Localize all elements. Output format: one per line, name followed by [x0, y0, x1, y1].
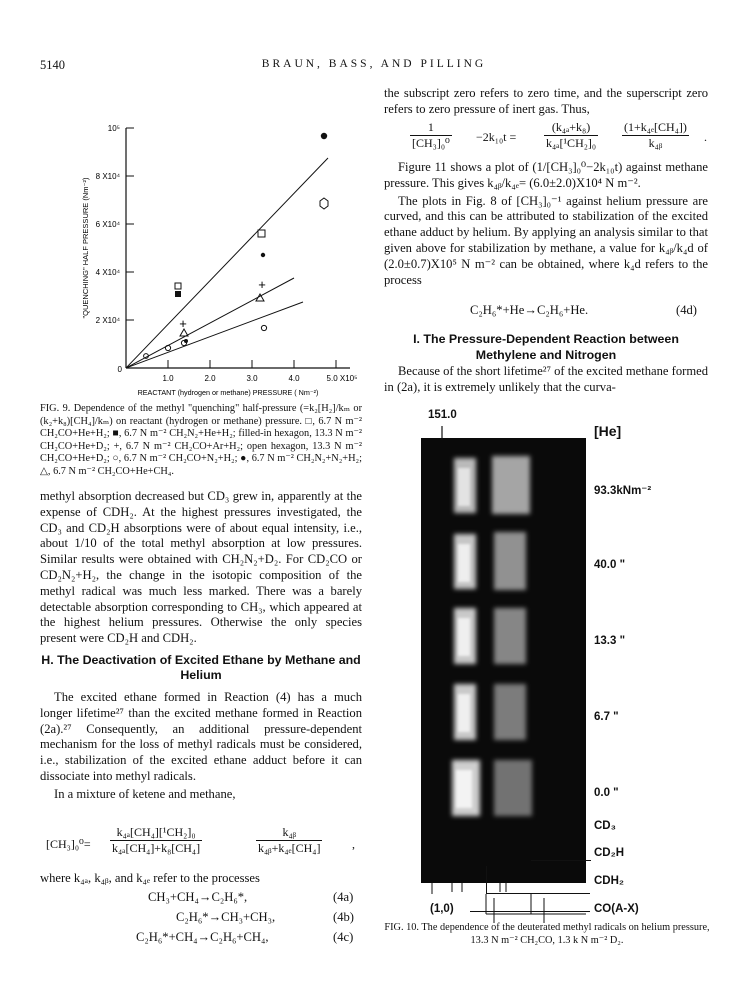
x-tick-label: 4.0	[288, 374, 300, 383]
paragraph: In a mixture of ketene and methane,	[54, 786, 236, 801]
open-square-point	[258, 230, 265, 237]
y-tick-label: 8 X10⁴	[95, 172, 120, 181]
reaction-number: (4d)	[676, 303, 697, 317]
y-tick-label: 2 X10⁴	[95, 316, 120, 325]
y-tick-label: 10⁵	[107, 124, 120, 133]
paragraph: the subscript zero refers to zero time, and the superscript zero refers to zero pressure of inert gas. Thus,	[384, 86, 708, 116]
open-circle-point	[165, 345, 170, 350]
pressure-label: 40.0 "	[594, 559, 626, 571]
open-hexagon-point	[320, 198, 328, 209]
filled-circle-point	[184, 339, 188, 343]
reaction-number: (4a)	[333, 890, 354, 904]
bracket-line	[470, 911, 590, 912]
open-square-point	[175, 283, 181, 289]
y-axis-label: "QUENCHING" HALF PRESSURE (Nm⁻²)	[81, 177, 90, 319]
bracket-line	[486, 893, 590, 894]
bracket-line	[531, 860, 591, 861]
filled-circle-point	[321, 133, 327, 139]
plus-point: +	[179, 316, 187, 331]
plus-point: +	[258, 277, 266, 292]
figure-9-plot	[38, 100, 360, 400]
species-label: CD₂H	[594, 847, 625, 859]
paragraph: Because of the short lifetime²⁷ of the excited methane formed in (2a), it is extremely unlikely that the curva-	[384, 364, 708, 394]
species-label: CO(A-X)	[594, 903, 639, 915]
x-tick-label: 1.0	[162, 374, 174, 383]
right-column-bottom	[384, 364, 708, 398]
figure-10	[396, 408, 726, 923]
reaction-4c: C₂H₆*+CH₄→C₂H₆+CH₄,	[136, 930, 269, 944]
section-heading: I. The Pressure-Dependent Reaction between Methylene and Nitrogen	[413, 332, 679, 362]
reaction-4a: CH₃+CH₄→C₂H₆*,	[148, 890, 248, 904]
reaction-number: (4b)	[333, 910, 354, 924]
left-column	[40, 489, 362, 805]
top-wavelength-label: 151.0	[428, 409, 457, 421]
x-tick-label: 5.0 X10⁵	[326, 374, 358, 383]
paragraph: Figure 11 shows a plot of (1/[CH₃]₀⁰−2k₁₀t) against methane pressure. This gives k₄ᵦ/k₄ₑ= (6.0±2.0)X10⁴ N m⁻².	[384, 160, 708, 190]
y-tick-label: 4 X10⁴	[95, 268, 120, 277]
bracket-line	[486, 866, 487, 894]
pressure-label: 0.0 "	[594, 787, 619, 799]
paragraph: where k₄ₐ, k₄ᵦ, and k₄ₑ refer to the processes	[40, 871, 260, 885]
filled-square-point	[175, 291, 181, 297]
paragraph: The excited ethane formed in Reaction (4) has a much longer lifetime²⁷ than the excited methane formed in Reaction (2a).²⁷ Consequently, an additional pressure-dependent mechanism for the loss of methyl radicals must be considered, i.e., stabilization of the excited ethane adduct before it can dissociate into methyl radicals.	[40, 689, 362, 783]
spectrogram	[396, 408, 726, 923]
figure-10-caption: FIG. 10. The dependence of the deuterated methyl radicals on helium pressure, 13.3 N m⁻² CH₂CO, 1.3 k N m⁻² D₂.	[384, 922, 710, 946]
equation-ch3: [CH₃]₀⁰= $\frac{\text{k₄ₐ[CH₄][¹CH₂]₀}}{\text{k₄ₐ[CH₄]+k₈[CH₄]}}$ $\frac{\text{k₄ᵦ}}{\text{k₄ᵦ+k₄ₑ[CH₄]}}$ ,	[46, 825, 355, 855]
figure-9	[38, 100, 360, 400]
reaction-number: (4c)	[333, 930, 354, 944]
helium-label: [He]	[594, 423, 622, 439]
filled-hexagon-point	[261, 253, 265, 257]
right-column-section	[384, 326, 708, 369]
x-tick-label: 3.0	[246, 374, 258, 383]
figure-9-caption: FIG. 9. Dependence of the methyl "quenching" half-pressure (=k₂[H₂]/kₘ or (k₂+k₈)[CH₄]/kₘ) on reactant (hydrogen or methane) pressure. □, 6.7 N m⁻² CH₂CO+He+H₂; ■, 6.7 N m⁻² CH₂N₂+He+H₂; filled-in hexagon, 13.3 N m⁻² CH₂CO+He+D₂; +, 6.7 N m⁻² CH₂CO+Ar+H₂; open hexagon, 13.3 N m⁻² CH₂CO+He+D₂; ○, 6.7 N m⁻² CH₂CO+N₂+H₂; ●, 6.7 N m⁻² CH₂N₂+N₂+H₂; △, 6.7 N m⁻² CH₂CO+He+CH₄.	[40, 403, 362, 477]
reaction-4b: C₂H₆*→CH₃+CH₃,	[176, 910, 276, 924]
pressure-label: 13.3 "	[594, 635, 626, 647]
page-number: 5140	[40, 58, 65, 72]
y-tick-label: 6 X10⁴	[95, 220, 120, 229]
open-circle-point	[261, 325, 266, 330]
pressure-label: 6.7 "	[594, 711, 619, 723]
band-label: (1,0)	[430, 903, 454, 915]
species-label: CD₃	[594, 820, 616, 832]
paragraph: The plots in Fig. 8 of [CH₃]₀⁻¹ against helium pressure are curved, and this can be attributed to stabilization of the excited ethane adduct by helium. By applying an analysis similar to that given above for stabilization by methane, a value for k₄ᵦ/k₄d of (2.0±0.7)X10⁵ N m⁻² can be obtained, where k₄d refers to the process	[384, 193, 708, 287]
right-column-top	[384, 86, 708, 120]
x-tick-label: 2.0	[204, 374, 216, 383]
species-label: CDH₂	[594, 875, 625, 887]
reaction-4d: C₂H₆*+He→C₂H₆+He.	[470, 303, 589, 317]
running-title: BRAUN, BASS, AND PILLING	[261, 58, 487, 70]
right-column-mid	[384, 160, 708, 290]
paragraph: methyl absorption decreased but CD₃ grew in, apparently at the expense of CDH₂. At the highest pressures investigated, the CD₃ and CD₂H absorptions were of about equal intensity, i.e., about 1/10 of the total methyl absorption at low pressures. Similar results were obtained with CH₂N₂+D₂. For CD₂CO or CD₂N₂+H₂, the change in the isotopic composition of the methyl radical was much less marked. There was a barely detectable absorption corresponding to CH₃, which appeared at the highest helium pressures. Otherwise the only species present were CD₂H and CDH₂.	[40, 489, 362, 646]
y-tick-label: 0	[117, 365, 122, 374]
x-axis-label: REACTANT (hydrogen or methane) PRESSURE ( Nm⁻²)	[137, 388, 319, 397]
equation-rate: $\frac{1}{\text{[CH₃]₀⁰}}$ −2k₁₀t = $\frac{\text{(k₄ₐ+k₈)}}{\text{k₄ₐ[¹CH₂]₀}}$ $\frac{\text{(1+k₄ₑ[CH₄])}}{\text{k₄ᵦ}}$ .	[412, 120, 707, 150]
pressure-label: 93.3kNm⁻²	[594, 485, 652, 497]
section-heading: H. The Deactivation of Excited Ethane by Methane and Helium	[41, 652, 361, 683]
